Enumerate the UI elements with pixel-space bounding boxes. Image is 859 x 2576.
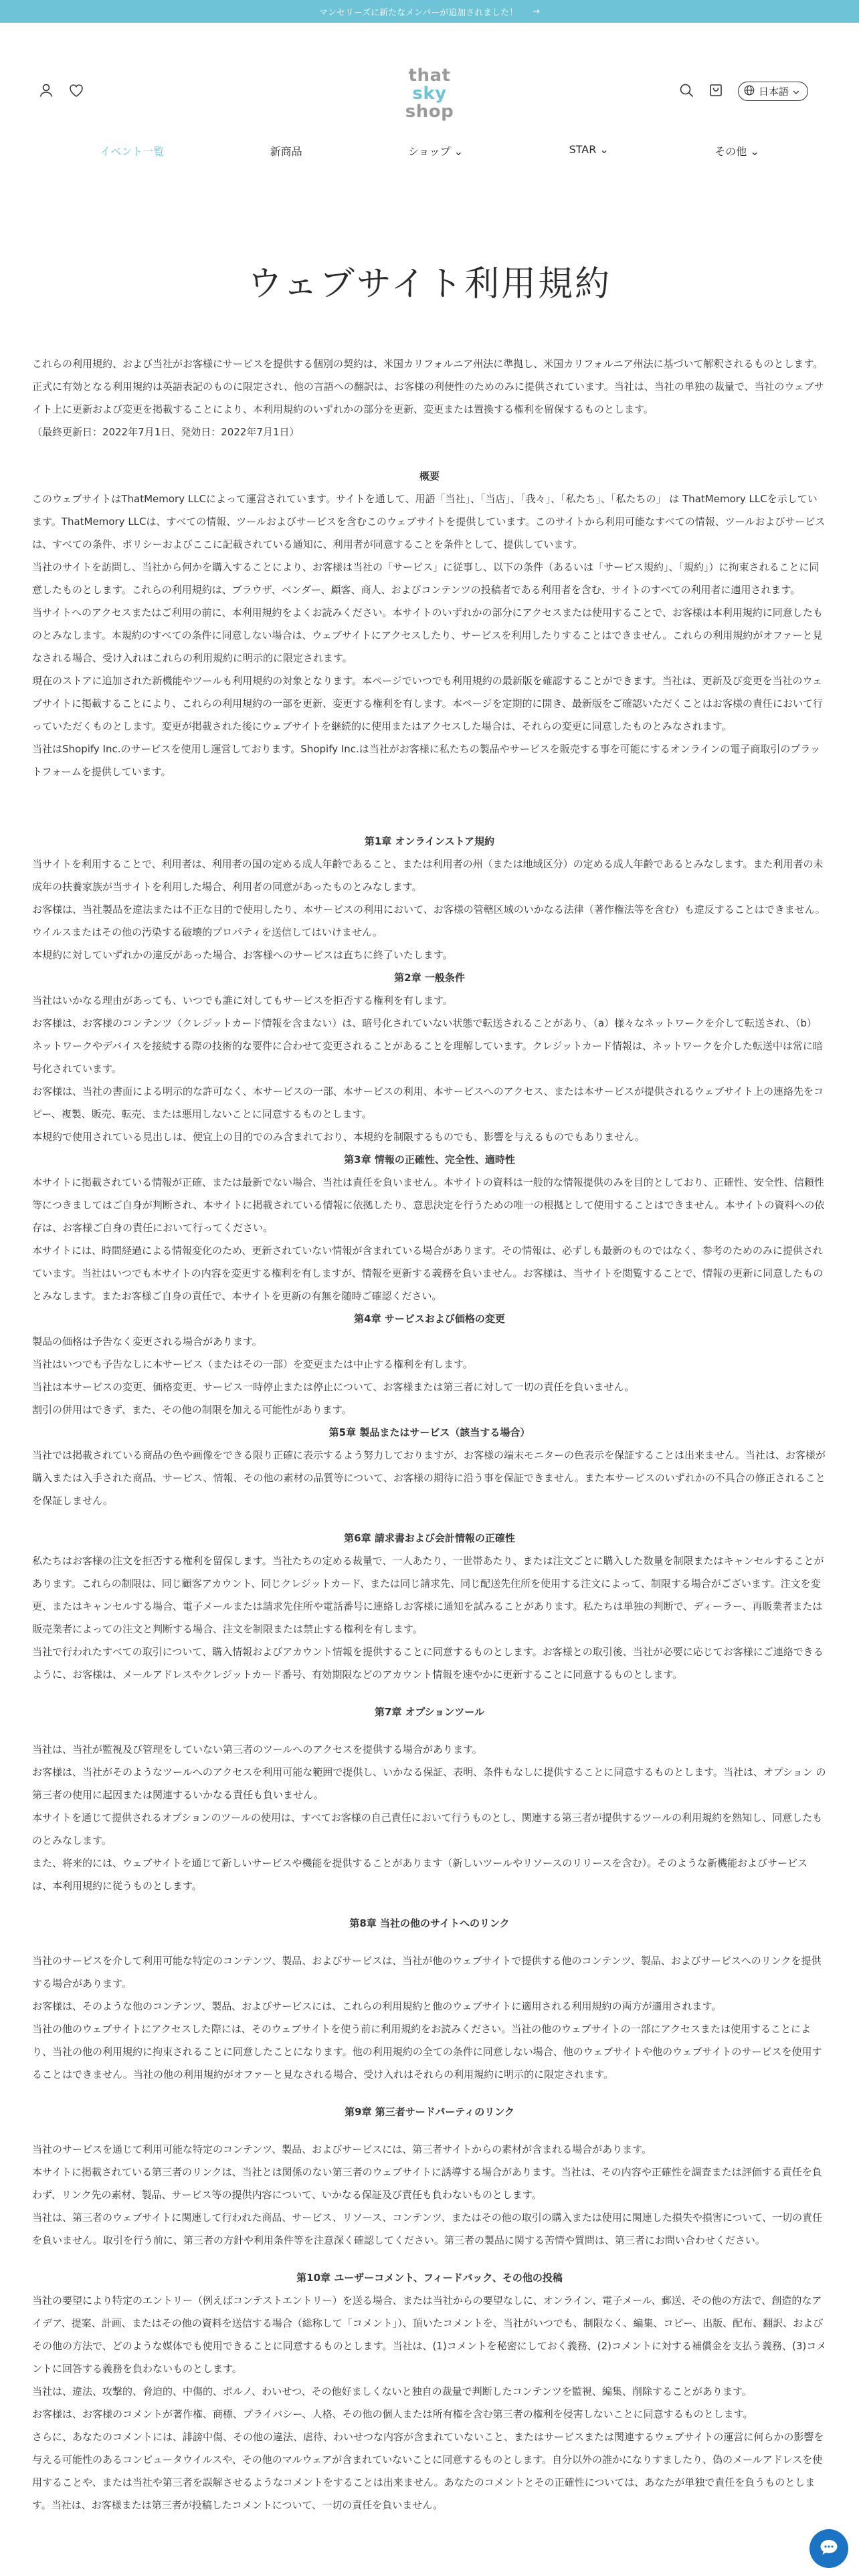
language-selector[interactable] <box>738 82 808 101</box>
logo-line-2: sky <box>412 84 447 104</box>
heart-icon[interactable] <box>68 83 84 100</box>
terms-content <box>0 352 859 2516</box>
overview-paragraph: 当社のサイトを訪問し、当社から何かを購入することにより、お客様は当社の「サービス」に従事し、以下の条件（あるいは「サービス規約」、「規約」）に拘束されることに同意したものとします。これらの利用規約は、ブラウザ、ベンダー、顧客、商人、およびコンテンツの投稿者である利用者を含む、サイトのすべての利用者に適用されます。 <box>32 561 820 596</box>
section-heading: 第7章 オプションツール <box>374 1706 484 1718</box>
overview-paragraph: 現在のストアに追加された新機能やツールも利用規約の対象となります。本ページでいつでも利用規約の最新版を確認することができます。当社は、更新及び変更を当社のウェブサイトに掲載することにより、これらの利用規約の一部を更新、変更する権利を有します。本ページを定期的に開き、最新版をご確認いただくことはお客様の責任において行っていただくものとします。変更が掲載された後にウェブサイトを継続的に使用またはアクセスした場合は、それらの変更に同意したものとみなされます。 <box>32 675 823 732</box>
section-paragraph: 当社の要望により特定のエントリー（例えばコンテストエントリー）を送る場合、または当社からの要望なしに、オンライン、電子メール、郵送、その他の方法で、創造的なアイデア、提案、計画、またはその他の資料を送信する場合（総称して「コメント」）、頂いたコメントを、当社がいつでも、制限なく、編集、コピー、出版、配布、翻訳、およびその他の方法で、どのような媒体でも使用できることに同意するものとします。当社は、(1)コメントを秘密にしておく義務、(2)コメントに対する補償金を支払う義務、(3)コメントに回答する義務を負わないものとします。 <box>32 2294 827 2375</box>
section-paragraph: 当社は本サービスの変更、価格変更、サービス一時停止または停止について、お客様または第三者に対して一切の責任を負いません。 <box>32 1381 635 1393</box>
section-paragraph: ウイルスまたはその他の汚染する破壊的プロパティを送信してはいけません。 <box>32 926 383 938</box>
chevron-down-icon <box>793 86 799 98</box>
cart-icon[interactable] <box>708 83 723 100</box>
section-paragraph: また、将来的には、ウェブサイトを通じて新しいサービスや機能を提供することがあります（新しいツールやリソースのリリースを含む）。そのような新機能およびサービスは、本利用規約に従うものとします。 <box>32 1857 808 1892</box>
nav-item-new-products[interactable]: 新商品 <box>270 145 302 158</box>
section-heading: 第9章 第三者サードパーティのリンク <box>345 2106 514 2118</box>
section-paragraph: 本サイトに掲載されている情報が正確、または最新でない場合、当社は責任を負いません。本サイトの資料は一般的な情報提供のみを目的としており、正確性、安全性、信頼性等につきましてはご自身が判断され、本サイトに掲載されている情報に依拠したり、意思決定を行うための唯一の根拠として使用することはできません。本サイトの資料への依存は、お客様ご自身の責任において行ってください。 <box>32 1176 825 1234</box>
section-paragraph: 本サイトには、時間経過による情報変化のため、更新されていない情報が含まれている場合があります。その情報は、必ずしも最新のものではなく、参考のためのみに提供されています。当社はいつでも本サイトの内容を変更する権利を有しますが、情報を更新する義務を負いません。お客様は、当サイトを閲覧することで、情報の更新に同意したものとみなします。またお客様ご自身の責任で、本サイトを更新の有無を随時ご確認ください。 <box>32 1245 824 1302</box>
section-paragraph: 私たちはお客様の注文を拒否する権利を留保します。当社たちの定める裁量で、一人あたり、一世帯あたり、または注文ごとに購入した数量を制限またはキャンセルすることがあります。これらの制限は、同じ顧客アカウント、同じクレジットカード、または同じ請求先、同じ配送先住所を使用する注文によって、制限する場合がございます。注文を変更、またはキャンセルする場合、電子メールまたは請求先住所や電話番号に連絡しお客様に通知を試みることがあります。私たちは単独の判断で、ディーラー、再販業者または販売業者によっての注文と判断する場合、注文を制限または禁止する権利を有します。 <box>32 1555 824 1635</box>
section-paragraph: お客様は、そのような他のコンテンツ、製品、およびサービスには、これらの利用規約と他のウェブサイトに適用される利用規約の両方が適用されます。 <box>32 2000 722 2012</box>
overview-paragraph: このウェブサイトはThatMemory LLCによって運営されています。サイトを通して、用語「当社」、「当店」、「我々」、「私たち」、「私たちの」 は ThatMemory LLCを示しています。ThatMemory LLCは、すべての情報、ツールおよびサービスを含むこのウェブサイトを提供しています。このサイトから利用可能なすべての情報、ツールおよびサービスは、すべての条件、ポリシーおよびここに記載されている通知に、利用者が同意することを条件として、提供しています。 <box>32 493 826 550</box>
section-paragraph: お客様は、お客様のコメントが著作権、商標、プライバシー、人格、その他の個人または所有権を含む第三者の権利を侵害しないことに同意するものとします。 <box>32 2408 753 2420</box>
section-paragraph: 当社はいつでも予告なしに本サービス（またはその一部）を変更または中止する権利を有します。 <box>32 1358 473 1370</box>
section-paragraph: お客様は、当社がそのようなツールへのアクセスを利用可能な範囲で提供し、いかなる保証、表明、条件もなしに提供することに同意するものとします。当社は、オプション の第三者の使用に起因または関連するいかなる責任も負いません。 <box>32 1766 826 1801</box>
language-label: 日本語 <box>758 86 789 98</box>
section-heading: 第4章 サービスおよび価格の変更 <box>354 1313 505 1325</box>
section-paragraph: お客様は、当社製品を違法または不正な目的で使用したり、本サービスの利用において、お客様の管轄区域のいかなる法律（著作権法等を含む）も違反することはできません。 <box>32 903 826 916</box>
section-paragraph: さらに、あなたのコメントには、誹謗中傷、その他の違法、虐待、わいせつな内容が含まれていないこと、またはサービスまたは関連するウェブサイトの運営に何らかの影響を与える可能性のあるコンピュータウイルスや、その他のマルウェアが含まれていないことに同意するものとします。自分以外の誰かになりすましたり、偽のメールアドレスを使用することや、または当社や第三者を誤解させるようなコメントをすることは出来ません。あなたのコメントとその正確性については、あなたが単独で責任を負うものとします。当社は、お客様または第三者が投稿したコメントについて、一切の責任を負いません。 <box>32 2431 824 2511</box>
site-logo[interactable] <box>405 67 454 121</box>
nav-item-shop[interactable]: ショップ ⌄ <box>408 145 464 158</box>
site-header <box>0 23 859 122</box>
chat-button[interactable] <box>809 2529 848 2568</box>
section-paragraph: 本規約で使用されている見出しは、便宜上の目的でのみ含まれており、本規約を制限するものでも、影響を与えるものでもありません。 <box>32 1131 645 1143</box>
section-heading: 概要 <box>419 470 440 482</box>
overview-paragraph: 当社はShopify Inc.のサービスを使用し運営しております。Shopify Inc.は当社がお客様に私たちの製品やサービスを販売する事を可能にするオンラインの電子商取引のプラットフォームを提供しています。 <box>32 743 821 778</box>
section-paragraph: 当社は、違法、攻撃的、脅迫的、中傷的、ポルノ、わいせつ、その他好ましくないと独自の裁量で判断したコンテンツを監視、編集、削除することがあります。 <box>32 2385 752 2397</box>
section-heading: 第6章 請求書および会計情報の正確性 <box>344 1532 515 1544</box>
section-heading: 第8章 当社の他のサイトへのリンク <box>349 1917 510 1929</box>
section-paragraph: お客様は、お客様のコンテンツ（クレジットカード情報を含まない）は、暗号化されていない状態で転送されることがあり、（a）様々なネットワークを介して転送され、（b）ネットワークやデバイスを接続する際の技術的な要件に合わせて変更されることがあることを理解しています。クレジットカード情報は、ネットワークを介した転送中は常に暗号化されています。 <box>32 1017 823 1075</box>
arrow-right-icon[interactable]: → <box>533 6 541 17</box>
chat-icon <box>819 2539 839 2559</box>
section-heading: 第10章 ユーザーコメント、フィードバック、その他の投稿 <box>296 2272 563 2284</box>
globe-icon <box>744 85 755 98</box>
overview-paragraph: 当サイトへのアクセスまたはご利用の前に、本利用規約をよくお読みください。本サイトのいずれかの部分にアクセスまたは使用することで、お客様は本利用規約に同意したものとみなします。本規約のすべての条件に同意しない場合は、ウェブサイトにアクセスしたり、サービスを利用したりすることはできません。これらの利用規約がオファーと見なされる場合、受け入れはこれらの利用規約に明示的に限定されます。 <box>32 607 823 664</box>
section-paragraph: 当社は、第三者のウェブサイトに関連して行われた商品、サービス、リソース、コンテンツ、またはその他の取引の購入または使用に関連した損失や損害について、一切の責任を負いません。取引を行う前に、第三者の方針や利用条件等を注意深く確認してください。第三者の製品に関する苦情や質問は、第三者にお問い合わせください。 <box>32 2212 823 2246</box>
section-paragraph: 当社では掲載されている商品の色や画像をできる限り正確に表示するよう努力しておりますが、お客様の端末モニターの色表示を保証することは出来ません。当社は、お客様が購入または入手された商品、サービス、情報、その他の素材の品質等について、お客様の期待に沿う事を保証できません。また本サービスのいずれかの不具合の修正されることを保証しません。 <box>32 1449 826 1507</box>
section-paragraph: 当社は、当社が監視及び管理をしていない第三者のツールへのアクセスを提供する場合があります。 <box>32 1743 482 1755</box>
account-icon[interactable] <box>39 83 54 100</box>
section-paragraph: 本サイトを通じて提供されるオプションのツールの使用は、すべてお客様の自己責任において行うものとし、関連する第三者が提供するツールの利用規約を熟知し、同意したものとみなします。 <box>32 1812 823 1846</box>
logo-line-1: that <box>408 66 451 86</box>
search-icon[interactable] <box>679 83 694 100</box>
page-title: ウェブサイト利用規約 <box>247 264 612 304</box>
section-paragraph: 当社はいかなる理由があっても、いつでも誰に対してもサービスを拒否する権利を有します。 <box>32 994 453 1006</box>
section-paragraph: お客様は、当社の書面による明示的な許可なく、本サービスの一部、本サービスの利用、本サービスへのアクセス、または本サービスが提供されるウェブサイト上の連絡先をコピー、複製、販売、転売、または悪用しないことに同意するものとします。 <box>32 1085 824 1120</box>
section-heading: 第3章 情報の正確性、完全性、適時性 <box>344 1154 515 1166</box>
announcement-text[interactable]: マンセリーズに新たなメンバーが追加されました！ <box>318 7 518 18</box>
section-paragraph: 本規約に対していずれかの違反があった場合、お客様へのサービスは直ちに終了いたします。 <box>32 949 453 961</box>
section-heading: 第5章 製品またはサービス（該当する場合） <box>328 1426 531 1438</box>
section-paragraph: 当社の他のウェブサイトにアクセスした際には、そのウェブサイトを使う前に利用規約をお読みください。当社の他のウェブサイトの一部にアクセスまたは使用することにより、当社の他の利用規約に拘束されることに同意したことになります。他の利用規約の全ての条件に同意しない場合、他のウェブサイトや他のウェブサイトのサービスを使用することはできません。当社の他の利用規約がオファーと見なされる場合、受け入れはそれらの利用規約に明示的に限定されます。 <box>32 2023 822 2080</box>
section-heading: 第1章 オンラインストア規約 <box>364 835 495 847</box>
nav-item-other[interactable]: その他 ⌄ <box>714 145 759 158</box>
section-paragraph: 割引の併用はできず、また、その他の制限を加える可能性があります。 <box>32 1404 352 1416</box>
section-paragraph: 当社のサービスを介して利用可能な特定のコンテンツ、製品、およびサービスは、当社が他のウェブサイトで提供する他のコンテンツ、製品、およびサービスへのリンクを提供する場合があります。 <box>32 1955 822 1990</box>
intro-paragraph: これらの利用規約、および当社がお客様にサービスを提供する個別の契約は、米国カリフォルニア州法に準拠し、米国カリフォルニア州法に基づいて解釈されるものとします。正式に有効となる利用規約は英語表記のものに限定され、他の言語への翻訳は、お客様の利便性のためのみに提供されています。当社は、当社の単独の裁量で、当社のウェブサイト上に更新および変更を掲載することにより、本利用規約のいずれかの部分を更新、変更または置換する権利を留保するものとします。 <box>32 358 824 415</box>
effective-date: （最終更新日：2022年7月1日、発効日：2022年7月1日） <box>32 426 300 438</box>
section-paragraph: 当社のサービスを通じて利用可能な特定のコンテンツ、製品、およびサービスには、第三者サイトからの素材が含まれる場合があります。 <box>32 2143 652 2155</box>
announcement-bar[interactable] <box>0 0 859 23</box>
logo-line-3: shop <box>405 102 454 122</box>
main-navigation <box>0 116 859 177</box>
nav-item-star[interactable]: STAR ⌄ <box>569 143 609 156</box>
nav-item-events[interactable]: イベント一覧 <box>100 145 165 158</box>
section-paragraph: 当社で行われたすべての取引について、購入情報およびアカウント情報を提供することに同意するものとします。お客様との取引後、当社が必要に応じてお客様にご連絡できるように、お客様は、メールアドレスやクレジットカード番号、有効期限などのアカウント情報を速やかに更新することに同意するものとします。 <box>32 1646 824 1681</box>
section-heading: 第2章 一般条件 <box>394 972 465 984</box>
section-paragraph: 本サイトに掲載されている第三者のリンクは、当社とは関係のない第三者のウェブサイトに誘導する場合があります。当社は、その内容や正確性を調査または評価する責任を負わず、リンク先の素材、製品、サービス等の提供内容について、いかなる保証及び責任も負わないものとします。 <box>32 2166 822 2201</box>
section-paragraph: 製品の価格は予告なく変更される場合があります。 <box>32 1335 262 1348</box>
section-paragraph: 当サイトを利用することで、利用者は、利用者の国の定める成人年齢であること、または利用者の州（または地域区分）の定める成人年齢であるとみなします。また利用者の未成年の扶養家族が当サイトを利用した場合、利用者の同意があったものとみなします。 <box>32 858 824 893</box>
